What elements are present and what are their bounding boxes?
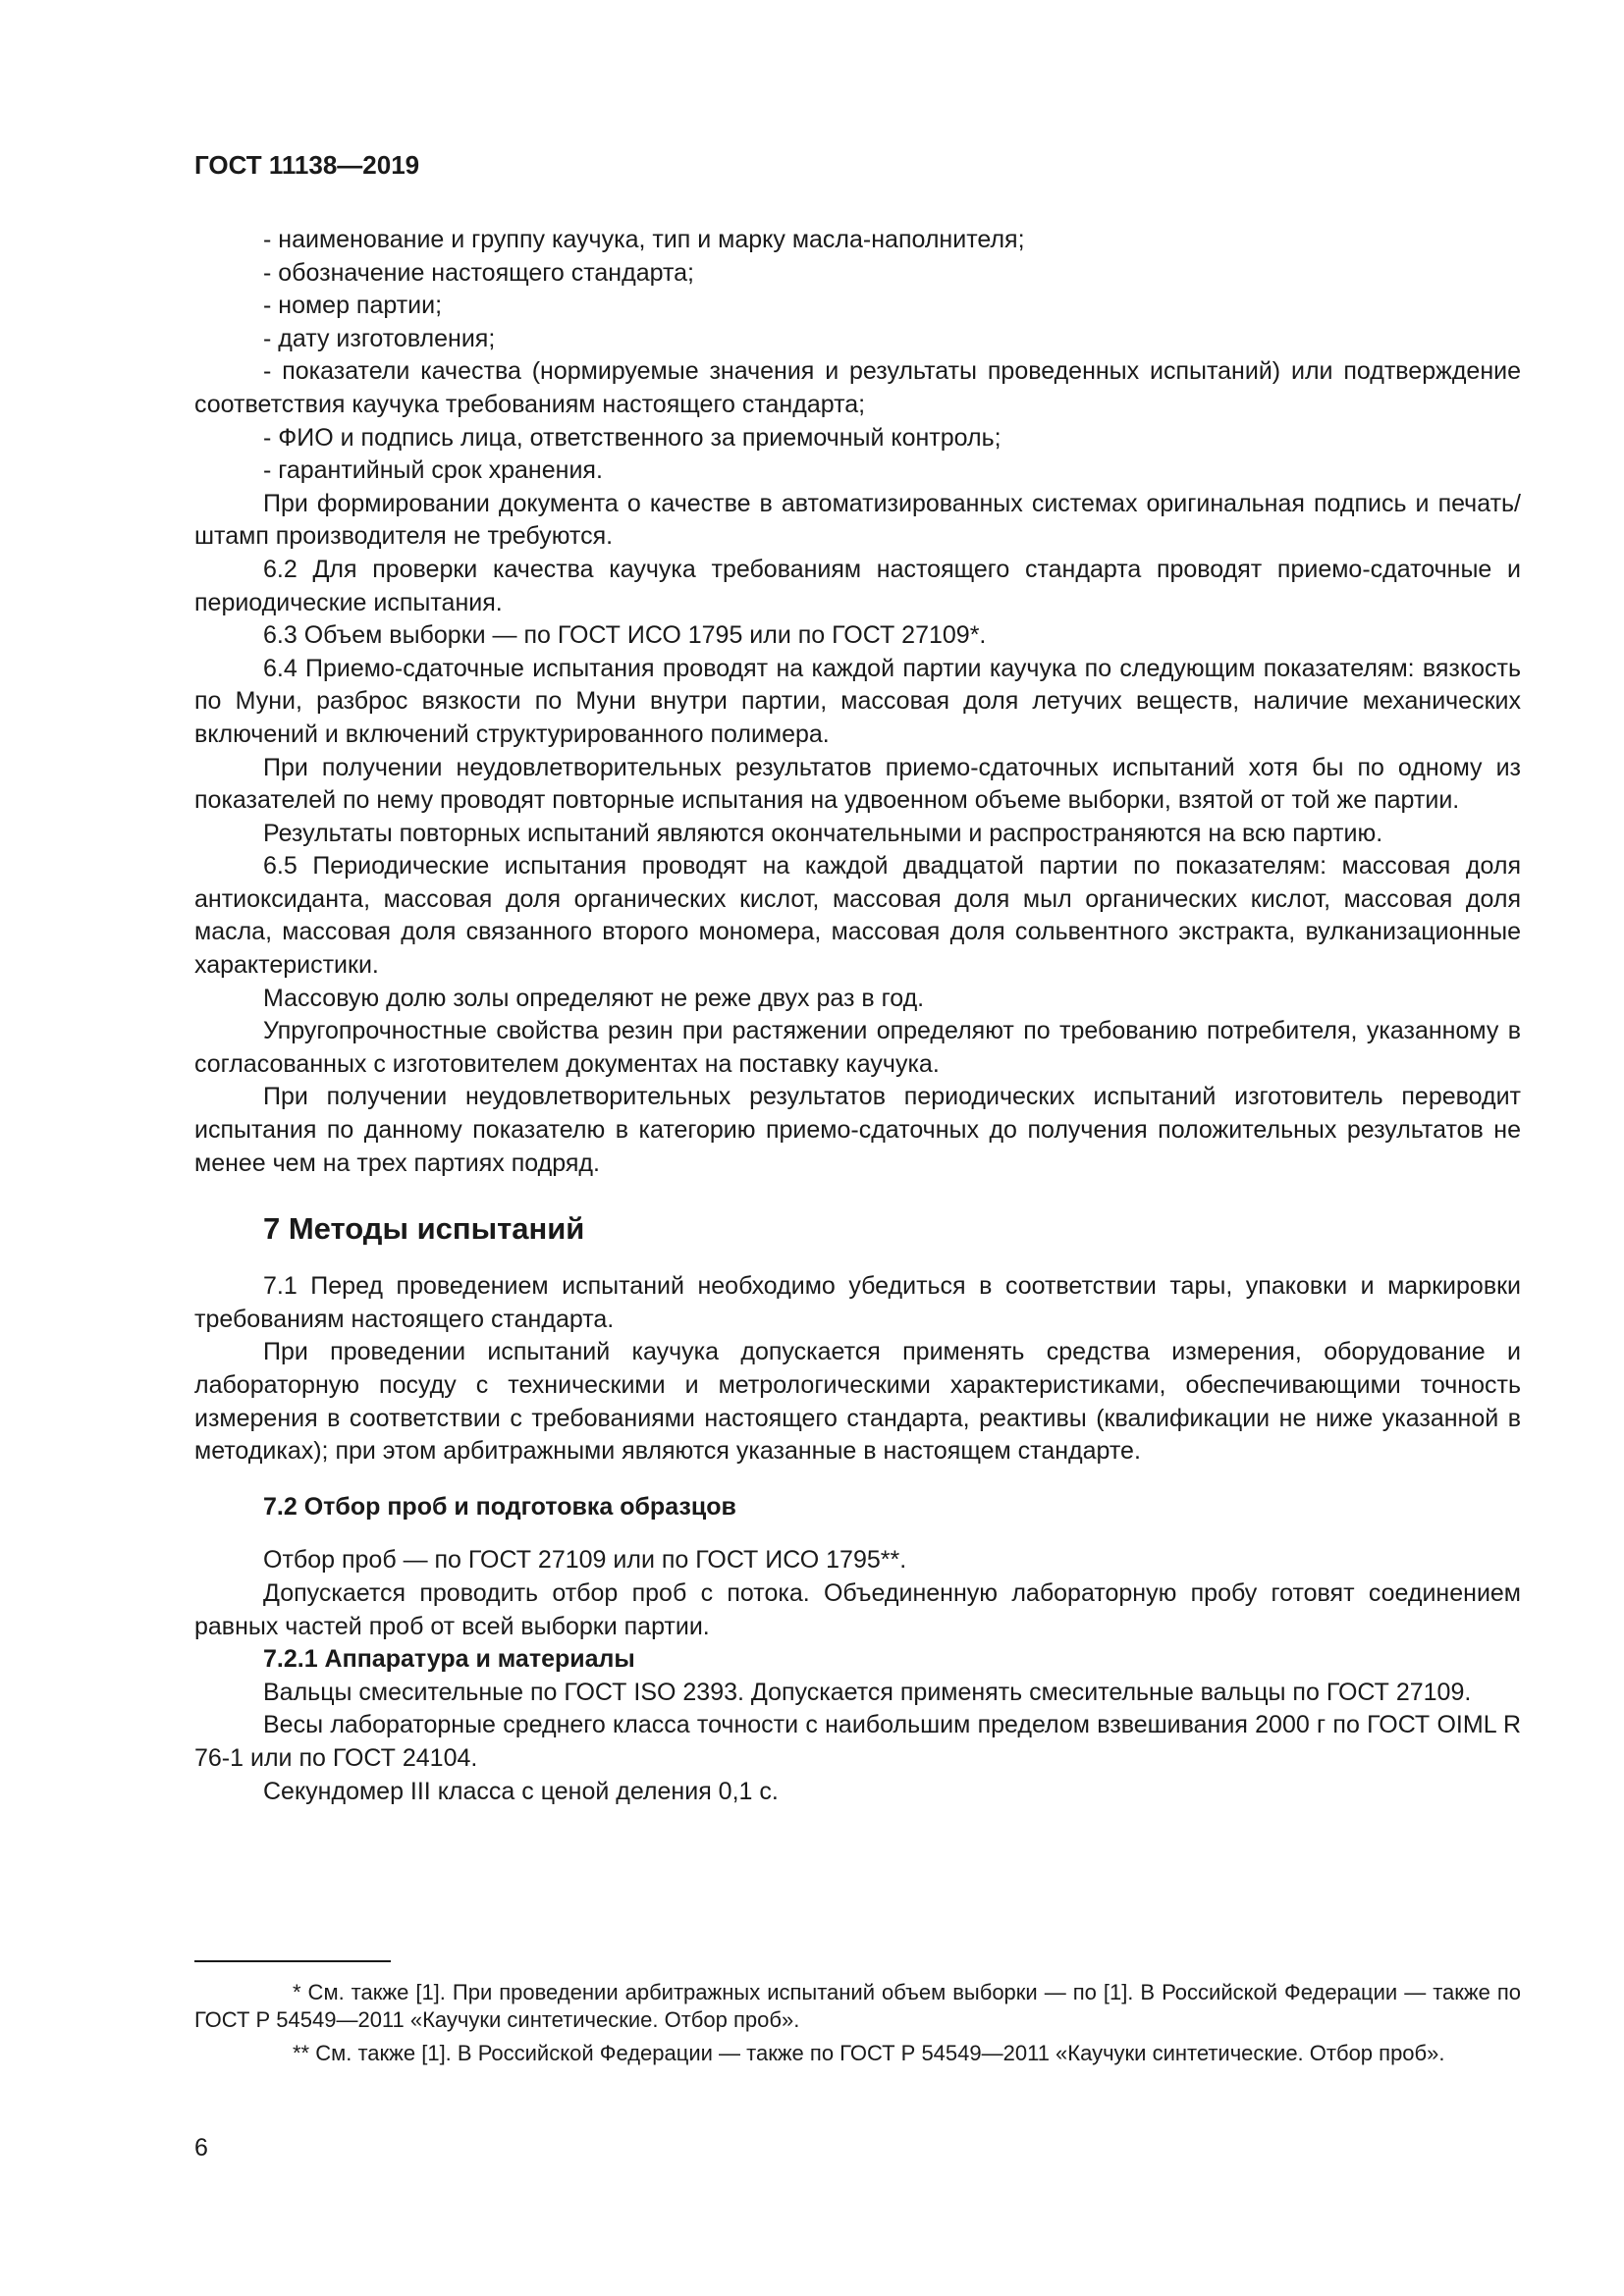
list-item-standard-designation: - обозначение настоящего стандарта;: [263, 258, 694, 287]
document-body: [194, 224, 1521, 1808]
paragraph-unsatisfactory-periodic: При получении неудовлетворительных результатов периодических испытаний изготовитель переводит испытания по данному показателю в категорию приемо-сдаточных до получения положительных результатов не менее чем на трех партиях подряд.: [194, 1083, 1521, 1177]
paragraph-6-3: 6.3 Объем выборки — по ГОСТ ИСО 1795 или по ГОСТ 27109*.: [263, 621, 987, 650]
paragraph-stopwatch: Секундомер III класса с ценой деления 0,1 с.: [263, 1777, 779, 1805]
paragraph-testing-equipment: При проведении испытаний каучука допускается применять средства измерения, оборудование и лабораторную посуду с техническими и метрологическими характеристиками, обеспечивающими точность измерения в соответствии с требованиями настоящего стандарта, реактивы (квалификации не ниже указанной в методиках); при этом арбитражными являются указанные в настоящем стандарте.: [194, 1338, 1521, 1466]
footnote-double-asterisk: ** См. также [1]. В Российской Федерации — также по ГОСТ Р 54549—2011 «Каучуки синтетические. Отбор проб».: [293, 2041, 1445, 2065]
paragraph-6-2: 6.2 Для проверки качества каучука требованиям настоящего стандарта проводят приемо-сдаточные и периодические испытания.: [194, 555, 1521, 616]
section-7-heading: 7 Методы испытаний: [263, 1211, 585, 1247]
footnotes: [194, 1979, 1521, 2073]
paragraph-lab-scales: Весы лабораторные среднего класса точности с наибольшим пределом взвешивания 2000 г по ГОСТ OIML R 76-1 или по ГОСТ 24104.: [194, 1711, 1521, 1772]
section-7-2-heading: 7.2 Отбор проб и подготовка образцов: [263, 1492, 736, 1521]
footnote-single-asterisk: * См. также [1]. При проведении арбитражных испытаний объем выборки — по [1]. В Российской Федерации — также по ГОСТ Р 54549—2011 «Каучуки синтетические. Отбор проб».: [194, 1980, 1521, 2032]
list-item-manufacture-date: - дату изготовления;: [263, 324, 496, 352]
paragraph-flow-sampling: Допускается проводить отбор проб с потока. Объединенную лабораторную пробу готовят соединением равных частей проб от всей выборки партии.: [194, 1578, 1521, 1640]
list-item-responsible-person: - ФИО и подпись лица, ответственного за приемочный контроль;: [263, 423, 1001, 452]
footnote-divider: [194, 1960, 391, 1962]
paragraph-mixing-rolls: Вальцы смесительные по ГОСТ ISO 2393. Допускается применять смесительные вальцы по ГОСТ 27109.: [263, 1678, 1472, 1706]
page-number: 6: [194, 2134, 208, 2162]
paragraph-sampling: Отбор проб — по ГОСТ 27109 или по ГОСТ ИСО 1795**.: [263, 1546, 907, 1575]
paragraph-7-1: 7.1 Перед проведением испытаний необходимо убедиться в соответствии тары, упаковки и маркировки требованиям настоящего стандарта.: [194, 1272, 1521, 1333]
list-item-batch-number: - номер партии;: [263, 292, 443, 320]
paragraph-unsatisfactory-acceptance: При получении неудовлетворительных результатов приемо-сдаточных испытаний хотя бы по одному из показателей по нему проводят повторные испытания на удвоенном объеме выборки, взятой от той же партии.: [194, 753, 1521, 815]
section-7-2-1-heading: 7.2.1 Аппаратура и материалы: [263, 1645, 635, 1674]
list-item-name-group: - наименование и группу каучука, тип и марку масла-наполнителя;: [263, 226, 1025, 253]
list-item-quality-indicators: - показатели качества (нормируемые значения и результаты проведенных испытаний) или подтверждение соответствия каучука требованиям настоящего стандарта;: [194, 357, 1521, 418]
document-header-code: ГОСТ 11138—2019: [194, 150, 420, 180]
paragraph-elastic-strength: Упругопрочностные свойства резин при растяжении определяют по требованию потребителя, указанному в согласованных с изготовителем документах на поставку каучука.: [194, 1017, 1521, 1078]
paragraph-automated-systems: При формировании документа о качестве в автоматизированных системах оригинальная подпись и печать/штамп производителя не требуются.: [194, 489, 1521, 551]
paragraph-repeat-results: Результаты повторных испытаний являются окончательными и распространяются на всю партию.: [263, 819, 1383, 847]
list-item-warranty-period: - гарантийный срок хранения.: [263, 456, 603, 485]
paragraph-6-5: 6.5 Периодические испытания проводят на каждой двадцатой партии по показателям: массовая доля антиоксиданта, массовая доля органических кислот, массовая доля мыл органических кислот, массовая доля масла, массовая доля связанного второго мономера, массовая доля сольвентного экстракта, вулканизационные характеристики.: [194, 852, 1521, 980]
paragraph-6-4: 6.4 Приемо-сдаточные испытания проводят на каждой партии каучука по следующим показателям: вязкость по Муни, разброс вязкости по Муни внутри партии, массовая доля летучих веществ, наличие механических включений и включений структурированного полимера.: [194, 654, 1521, 748]
paragraph-ash-content: Массовую долю золы определяют не реже двух раз в год.: [263, 984, 925, 1012]
